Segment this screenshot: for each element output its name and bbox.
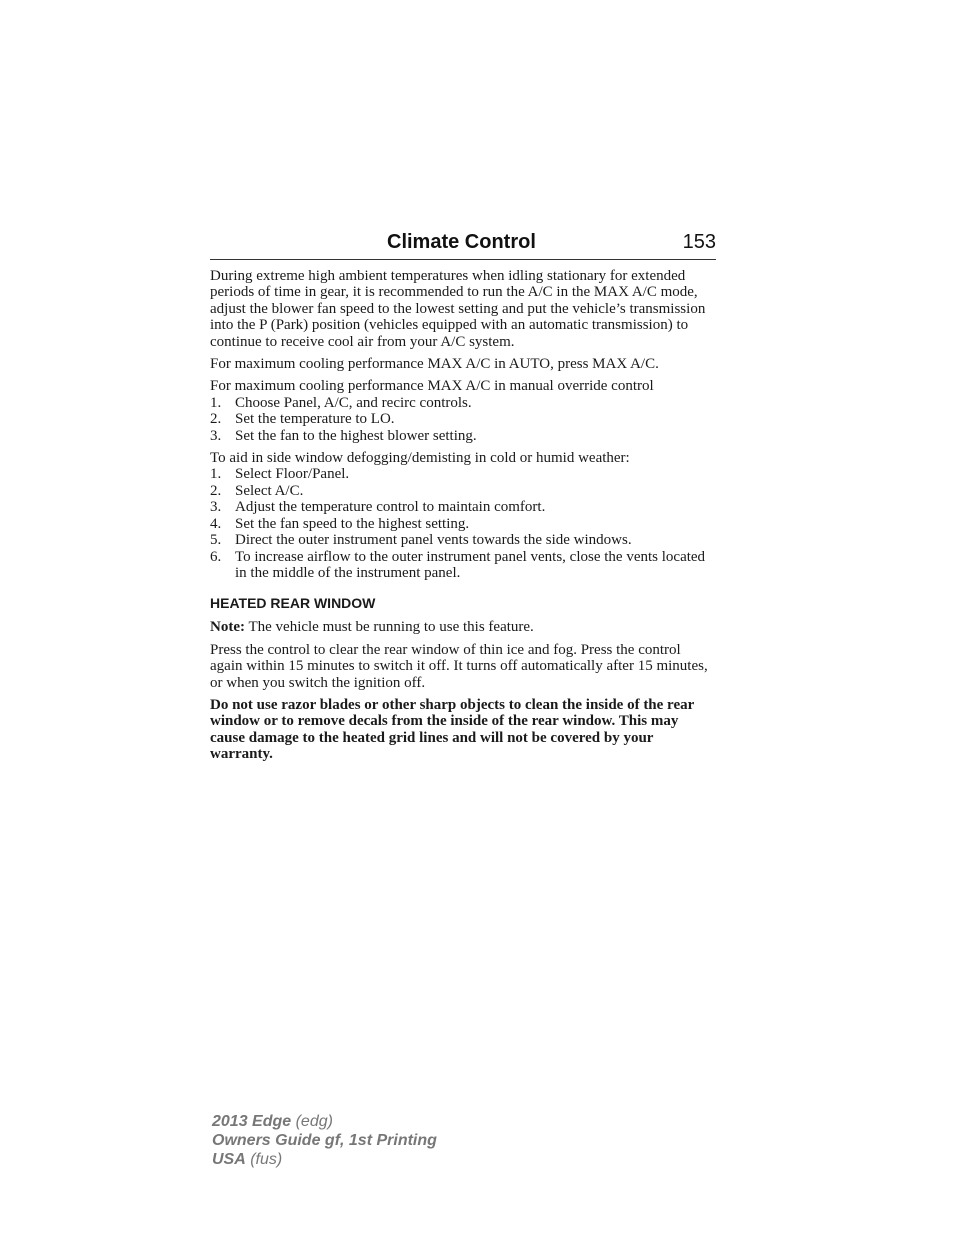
list-item	[210, 499, 716, 515]
list-item	[210, 532, 716, 548]
note-text: The vehicle must be running to use this feature.	[244, 619, 534, 636]
list-number: 4.	[210, 515, 222, 532]
note-paragraph	[210, 619, 716, 635]
list-text: Adjust the temperature control to maintain comfort.	[235, 499, 546, 516]
list-number: 6.	[210, 548, 222, 565]
paragraph-defogging: To aid in side window defogging/demisting in cold or humid weather:	[210, 450, 630, 467]
footer-model: 2013 Edge	[212, 1113, 292, 1130]
list-text: Set the fan to the highest blower setting.	[235, 427, 477, 444]
list-number: 1.	[210, 394, 222, 411]
list-text: Set the fan speed to the highest setting.	[235, 515, 470, 532]
page-footer	[212, 1112, 437, 1169]
paragraph-heated-window: Press the control to clear the rear window of thin ice and fog. Press the control again within 15 minutes to switch it off. It turns off automatically after 15 minutes, or when you switch the ignition off.	[210, 641, 708, 691]
page-number: 153	[682, 231, 716, 253]
list-item	[210, 411, 716, 427]
list-number: 2.	[210, 411, 222, 428]
footer-line-guide	[212, 1131, 437, 1150]
paragraph-max-ac-manual: For maximum cooling performance MAX A/C in manual override control	[210, 378, 654, 395]
list-number: 2.	[210, 482, 222, 499]
footer-guide: Owners Guide gf, 1st Printing	[212, 1132, 437, 1149]
list-number: 3.	[210, 427, 222, 444]
list-item	[210, 395, 716, 411]
list-number: 1.	[210, 466, 222, 483]
footer-line-region	[212, 1150, 437, 1169]
list-item	[210, 428, 716, 444]
section-heading: HEATED REAR WINDOW	[210, 595, 376, 612]
list-number: 3.	[210, 499, 222, 516]
list-text: To increase airflow to the outer instrument panel vents, close the vents located in the middle of the instrument panel.	[235, 548, 706, 581]
footer-line-model	[212, 1112, 437, 1131]
manual-override-steps	[210, 395, 716, 444]
list-item	[210, 516, 716, 532]
list-text: Set the temperature to LO.	[235, 411, 395, 428]
footer-region: USA	[212, 1151, 246, 1168]
list-item	[210, 483, 716, 499]
footer-model-code: (edg)	[291, 1113, 333, 1130]
list-number: 5.	[210, 532, 222, 549]
warning-paragraph: Do not use razor blades or other sharp objects to clean the inside of the rear window or to remove decals from the inside of the rear window. This may cause damage to the heated grid lines and will not be covered by your warranty.	[210, 696, 694, 763]
list-text: Select Floor/Panel.	[235, 466, 350, 483]
list-text: Choose Panel, A/C, and recirc controls.	[235, 394, 472, 411]
list-item	[210, 466, 716, 482]
list-text: Direct the outer instrument panel vents towards the side windows.	[235, 532, 632, 549]
page-header	[210, 229, 716, 260]
footer-region-code: (fus)	[245, 1151, 283, 1168]
page-body	[210, 268, 716, 769]
defogging-steps	[210, 466, 716, 581]
list-text: Select A/C.	[235, 482, 304, 499]
note-label: Note:	[210, 619, 245, 636]
paragraph-high-ambient: During extreme high ambient temperatures when idling stationary for extended periods of time in gear, it is recommended to run the A/C in the MAX A/C mode, adjust the blower fan speed to the lowest setting and put the vehicle’s transmission into the P (Park) position (vehicles equipped with an automatic transmission) to continue to receive cool air from your A/C system.	[210, 268, 706, 350]
list-item	[210, 549, 716, 582]
chapter-title: Climate Control	[387, 231, 536, 253]
paragraph-max-ac-auto: For maximum cooling performance MAX A/C in AUTO, press MAX A/C.	[210, 356, 659, 373]
